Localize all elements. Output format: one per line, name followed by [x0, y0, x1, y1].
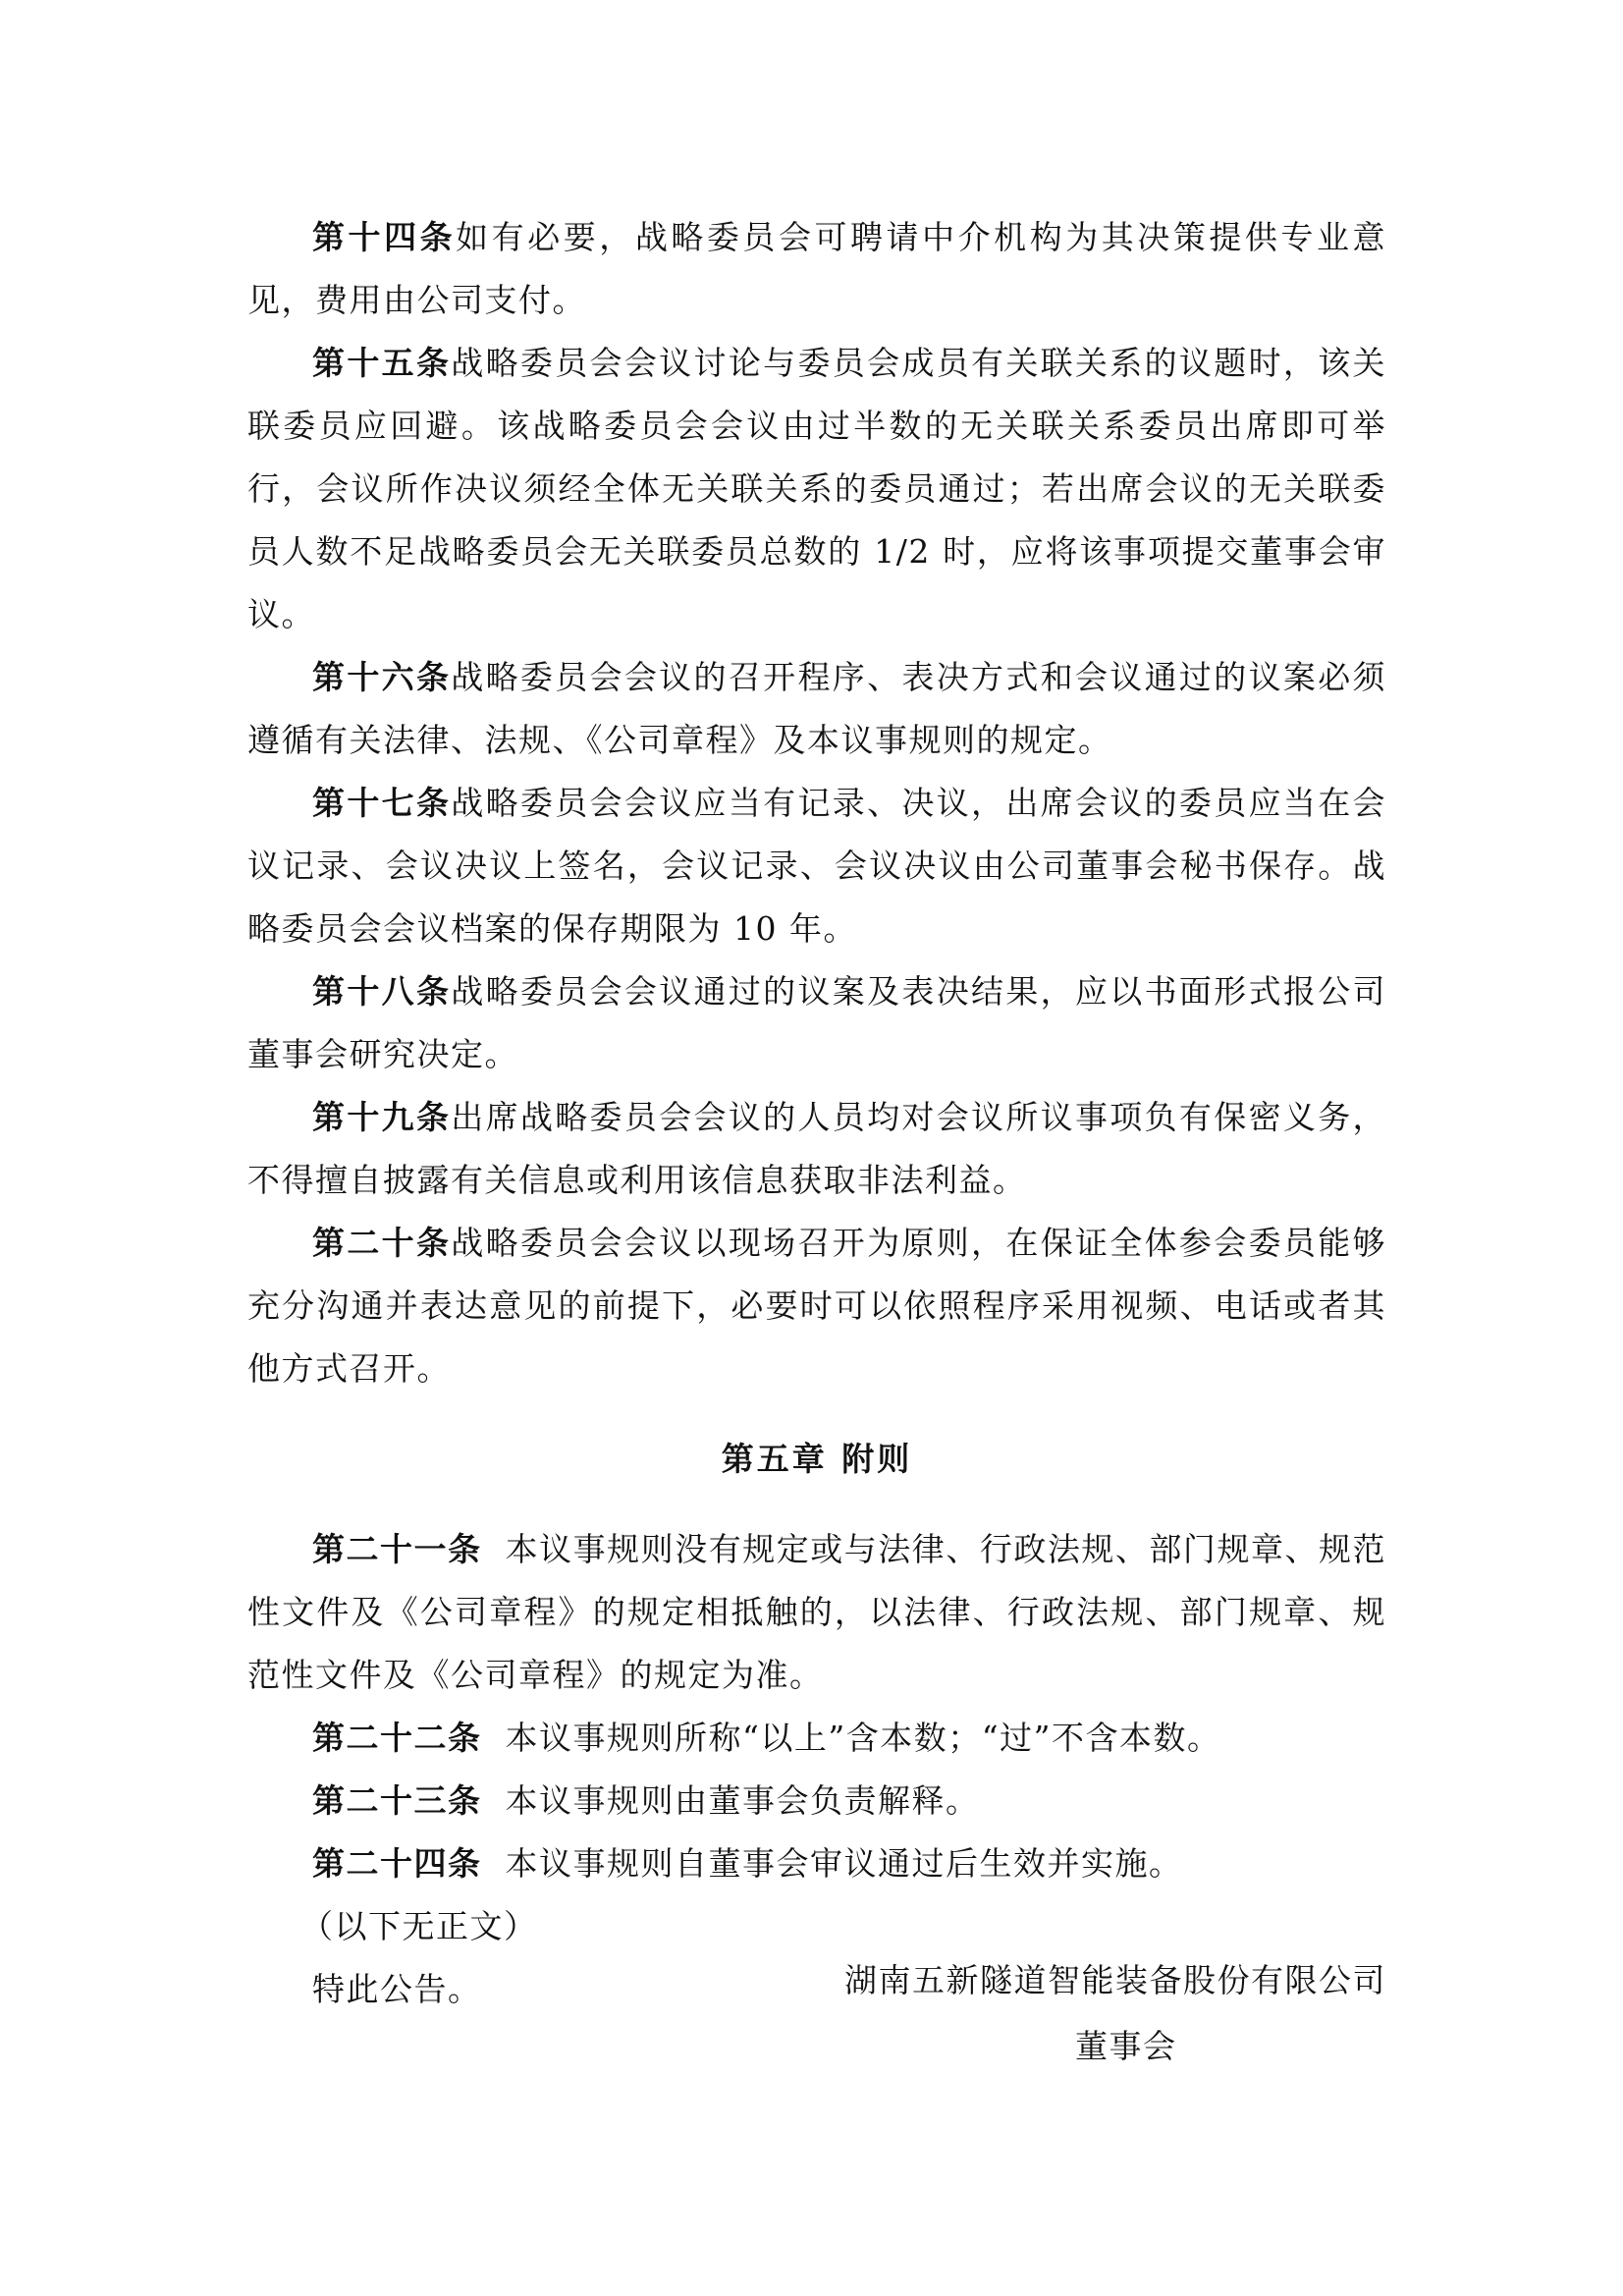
document-body: [247, 206, 1386, 2021]
article-24: [247, 1832, 1386, 1895]
article-number: 第十九条: [312, 1098, 452, 1136]
article-text: 战略委员会会议的召开程序、表决方式和会议通过的议案必须遵循有关法律、法规、《公司章程》及本议事规则的规定。: [247, 658, 1387, 759]
article-20: [247, 1212, 1386, 1400]
article-number: 第十五条: [312, 344, 452, 382]
article-19: [247, 1086, 1386, 1212]
article-number: 第十六条: [312, 658, 452, 696]
article-number: 第二十四条: [312, 1844, 482, 1883]
article-text: 本议事规则没有规定或与法律、行政法规、部门规章、规范性文件及《公司章程》的规定相抵触的，以法律、行政法规、部门规章、规范性文件及《公司章程》的规定为准。: [247, 1530, 1387, 1694]
article-23: [247, 1770, 1386, 1832]
article-number: 第十七条: [312, 784, 452, 822]
article-21: [247, 1518, 1386, 1707]
article-text: 本议事规则由董事会负责解释。: [505, 1781, 980, 1820]
signature-company: 湖南五新隧道智能装备股份有限公司: [844, 1961, 1386, 1999]
article-15: [247, 332, 1386, 646]
chapter-title: 第五章 附则: [721, 1440, 913, 1478]
no-more-text: （以下无正文）: [300, 1907, 538, 1945]
article-number: 第二十三条: [312, 1781, 482, 1820]
article-number: 第二十二条: [312, 1719, 482, 1757]
article-14: [247, 206, 1386, 332]
article-22: [247, 1707, 1386, 1770]
notice-text: 特此公告。: [312, 1970, 482, 2008]
article-17: [247, 772, 1386, 960]
article-text: 战略委员会会议以现场召开为原则，在保证全体参会委员能够充分沟通并表达意见的前提下，必要时可以依照程序采用视频、电话或者其他方式召开。: [247, 1224, 1387, 1388]
article-text: 战略委员会会议应当有记录、决议，出席会议的委员应当在会议记录、会议决议上签名，会议记录、会议决议由公司董事会秘书保存。战略委员会会议档案的保存期限为 10 年。: [247, 784, 1387, 948]
article-text: 战略委员会会议通过的议案及表决结果，应以书面形式报公司董事会研究决定。: [247, 972, 1387, 1073]
article-number: 第十四条: [312, 218, 457, 256]
signature-board: 董事会: [1075, 2027, 1177, 2065]
article-text: 本议事规则所称“以上”含本数；“过”不含本数。: [505, 1719, 1221, 1757]
article-18: [247, 960, 1386, 1086]
article-text: 出席战略委员会会议的人员均对会议所议事项负有保密义务，不得擅自披露有关信息或利用该信息获取非法利益。: [247, 1098, 1387, 1199]
article-text: 本议事规则自董事会审议通过后生效并实施。: [505, 1844, 1183, 1883]
article-16: [247, 646, 1386, 772]
article-number: 第二十条: [312, 1224, 452, 1262]
article-number: 第十八条: [312, 972, 452, 1011]
article-text: 如有必要，战略委员会可聘请中介机构为其决策提供专业意见，费用由公司支付。: [247, 218, 1387, 319]
article-number: 第二十一条: [312, 1530, 482, 1568]
article-text: 战略委员会会议讨论与委员会成员有关联关系的议题时，该关联委员应回避。该战略委员会会议由过半数的无关联关系委员出席即可举行，会议所作决议须经全体无关联关系的委员通过；若出席会议的无关联委员人数不足战略委员会无关联委员总数的 1/2 时，应将该事项提交董事会审议。: [247, 344, 1387, 633]
